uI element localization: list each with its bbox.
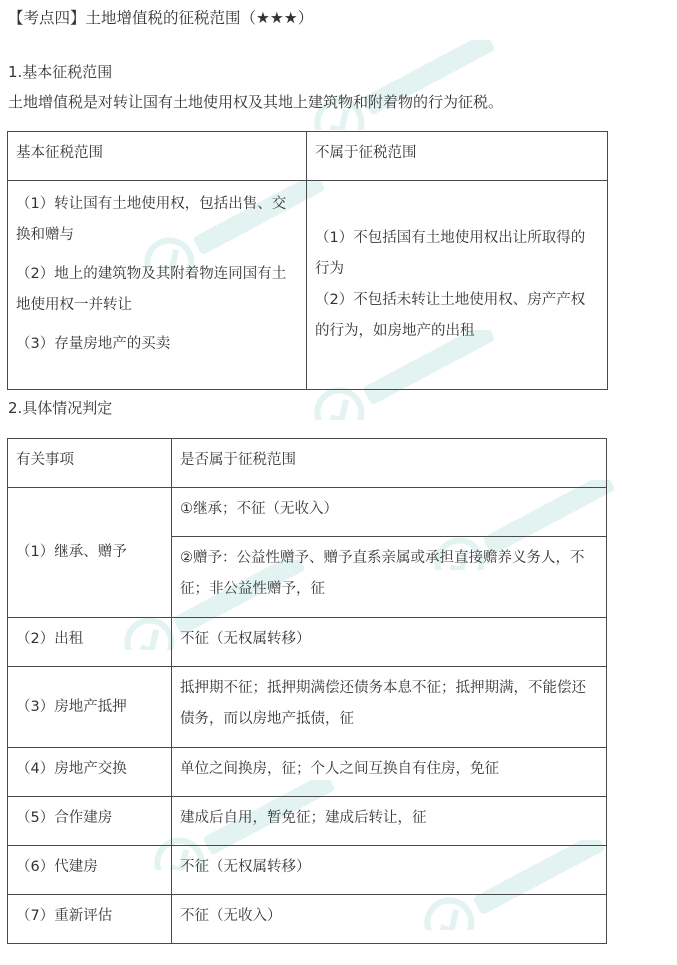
table-header-cell: 是否属于征税范围 bbox=[172, 439, 607, 488]
detail-cell: 抵押期不征；抵押期满偿还债务本息不征；抵押期满，不能偿还债务，而以房地产抵债，征 bbox=[172, 667, 607, 748]
item-cell: （3）房地产抵押 bbox=[8, 667, 172, 748]
list-item: （2）不包括未转让土地使用权、房产产权的行为，如房地产的出租 bbox=[315, 292, 586, 339]
table-row bbox=[8, 181, 608, 390]
list-item: （1）转让国有土地使用权，包括出售、交换和赠与 bbox=[16, 196, 287, 243]
table-row bbox=[8, 748, 607, 797]
table-row bbox=[8, 488, 607, 537]
table-header-row bbox=[8, 132, 608, 181]
section1-intro: 土地增值税是对转让国有土地使用权及其地上建筑物和附着物的行为征税。 bbox=[8, 93, 504, 111]
item-cell: （7）重新评估 bbox=[8, 895, 172, 944]
detail-cell: 单位之间换房，征；个人之间互换自有住房，免征 bbox=[172, 748, 607, 797]
item-cell: （5）合作建房 bbox=[8, 797, 172, 846]
item-cell: （4）房地产交换 bbox=[8, 748, 172, 797]
item-cell: （2）出租 bbox=[8, 618, 172, 667]
excluded-scope-cell bbox=[307, 181, 608, 390]
item-cell: （6）代建房 bbox=[8, 846, 172, 895]
list-item: （1）不包括国有土地使用权出让所取得的行为 bbox=[315, 230, 586, 277]
detail-cell: ①继承；不征（无收入） bbox=[172, 488, 607, 537]
page-title: 【考点四】土地增值税的征税范围（★★★） bbox=[8, 9, 314, 27]
table-row bbox=[8, 667, 607, 748]
detail-cell: ②赠予：公益性赠予、赠予直系亲属或承担直接赡养义务人，不征；非公益性赠予，征 bbox=[172, 537, 607, 618]
case-judgment-table bbox=[7, 438, 607, 944]
table-header-cell: 有关事项 bbox=[8, 439, 172, 488]
detail-cell: 建成后自用，暂免征；建成后转让，征 bbox=[172, 797, 607, 846]
section1-heading: 1.基本征税范围 bbox=[8, 63, 113, 81]
table-header-cell: 不属于征税范围 bbox=[307, 132, 608, 181]
basic-scope-table bbox=[7, 131, 608, 390]
detail-cell: 不征（无权属转移） bbox=[172, 846, 607, 895]
table-header-cell: 基本征税范围 bbox=[8, 132, 307, 181]
table-row bbox=[8, 618, 607, 667]
table-row bbox=[8, 895, 607, 944]
item-cell: （1）继承、赠予 bbox=[8, 488, 172, 618]
list-item: （2）地上的建筑物及其附着物连同国有土地使用权一并转让 bbox=[16, 266, 287, 313]
detail-cell: 不征（无收入） bbox=[172, 895, 607, 944]
table-header-row bbox=[8, 439, 607, 488]
table-row bbox=[8, 846, 607, 895]
list-item: （3）存量房地产的买卖 bbox=[16, 336, 171, 352]
watermark-logo bbox=[300, 40, 520, 130]
section2-heading: 2.具体情况判定 bbox=[8, 399, 113, 417]
table-row bbox=[8, 797, 607, 846]
basic-scope-cell bbox=[8, 181, 307, 390]
detail-cell: 不征（无权属转移） bbox=[172, 618, 607, 667]
